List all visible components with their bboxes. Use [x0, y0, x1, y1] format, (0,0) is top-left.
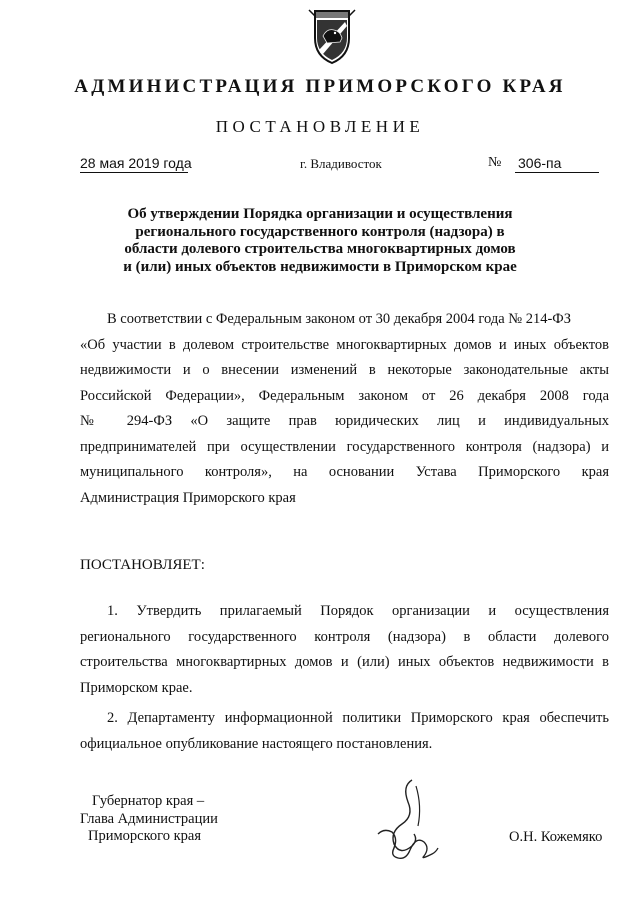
- item-line: регионального государственного контроля (надзора) в области долевого: [80, 628, 609, 645]
- document-city: г. Владивосток: [300, 156, 382, 171]
- date-underline: [80, 172, 188, 173]
- preamble-line: В соответствии с Федеральным законом от 30 декабря 2004 года № 214-ФЗ: [107, 311, 572, 327]
- preamble-paragraph: [80, 307, 609, 511]
- preamble-line: муниципального контроля», на основании Устава Приморского края: [80, 464, 609, 480]
- document-type: ПОСТАНОВЛЕНИЕ: [215, 117, 425, 136]
- title-line: и (или) иных объектов недвижимости в Приморском крае: [123, 258, 517, 275]
- position-line: Губернатор края –: [92, 793, 205, 809]
- title-line: области долевого строительства многоквартирных домов: [124, 241, 516, 257]
- preamble-line: Российской Федерации», Федеральным законом от 26 декабря 2008 года: [80, 387, 609, 404]
- item-1: [80, 599, 609, 701]
- item-line: 1. Утвердить прилагаемый Порядок организации и осуществления: [107, 603, 609, 619]
- number-underline: [515, 172, 599, 173]
- item-2: [80, 706, 609, 757]
- document-number: 306-па: [518, 155, 562, 171]
- item-line: 2. Департаменту информационной политики Приморского края обеспечить: [107, 710, 609, 726]
- document-date: 28 мая 2019 года: [80, 155, 192, 171]
- preamble-line: недвижимости и о внесении изменений в некоторые законодательные акты: [80, 362, 609, 378]
- handwritten-signature: [372, 776, 440, 866]
- preamble-line: № 294-ФЗ «О защите прав юридических лиц и индивидуальных: [80, 413, 609, 429]
- position-line: Приморского края: [88, 828, 202, 844]
- decree-word: ПОСТАНОВЛЯЕТ:: [80, 557, 205, 573]
- signatory-position: [80, 793, 218, 846]
- item-line: строительства многоквартирных домов и (или) иных объектов недвижимости в: [80, 654, 609, 670]
- organization-name: АДМИНИСТРАЦИЯ ПРИМОРСКОГО КРАЯ: [74, 76, 566, 97]
- item-line: Приморском крае.: [80, 679, 193, 696]
- preamble-line: Администрация Приморского края: [80, 489, 296, 506]
- preamble-line: предпринимателей при осуществлении государственного контроля (надзора) и: [80, 438, 609, 455]
- signatory-name: О.Н. Кожемяко: [509, 829, 603, 845]
- coat-of-arms-icon: [307, 8, 357, 66]
- item-line: официальное опубликование настоящего постановления.: [80, 735, 433, 752]
- document-title: [80, 206, 560, 276]
- preamble-line: «Об участии в долевом строительстве многоквартирных домов и иных объектов: [80, 336, 609, 353]
- position-line: Глава Администрации: [80, 810, 218, 827]
- number-sign: №: [488, 155, 502, 170]
- title-line: Об утверждении Порядка организации и осуществления: [127, 206, 513, 222]
- title-line: регионального государственного контроля (надзора) в: [135, 223, 505, 240]
